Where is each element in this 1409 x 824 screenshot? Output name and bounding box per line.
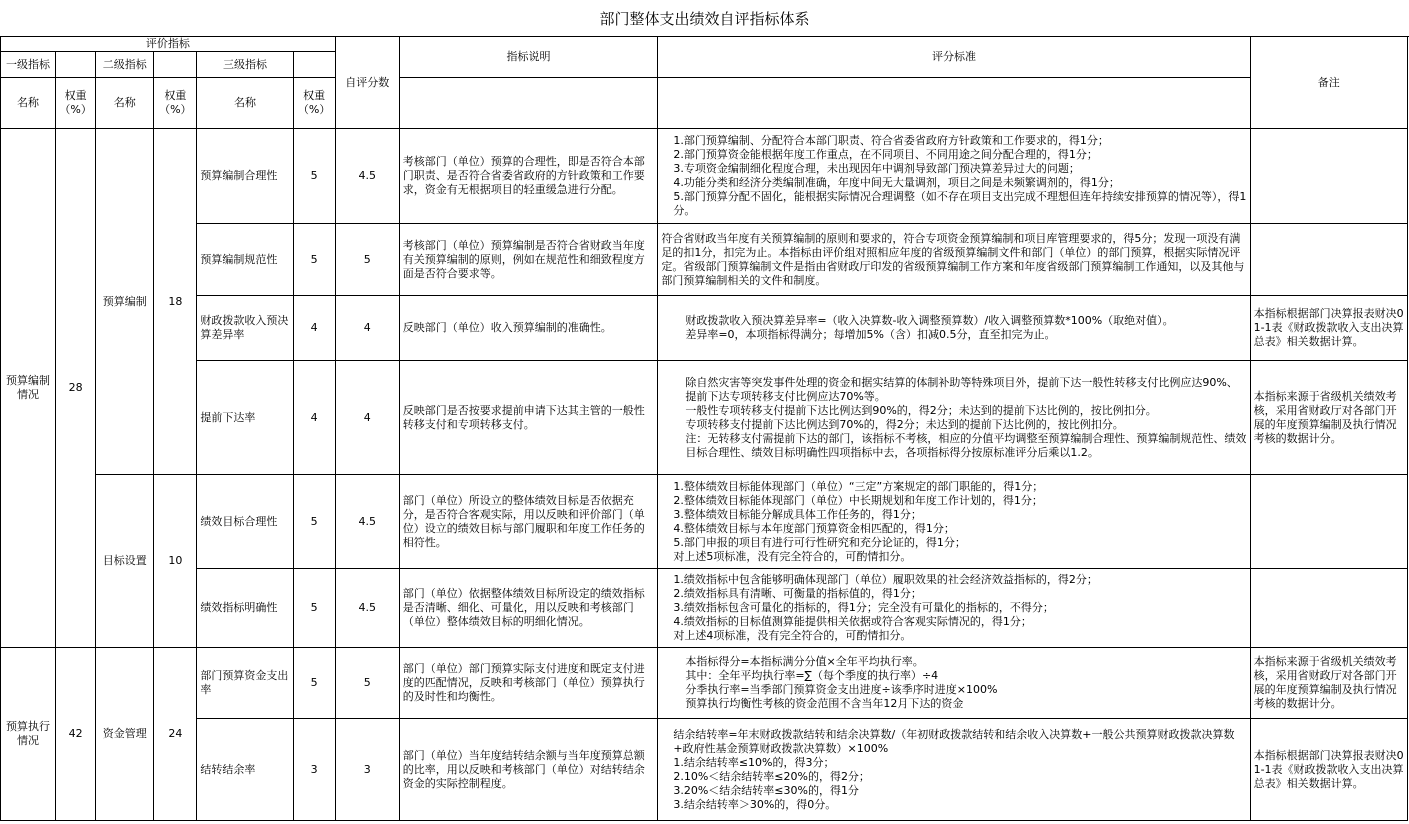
- indicator-weight: 5: [293, 475, 335, 569]
- name-header-3: 名称: [197, 78, 293, 129]
- indicator-name: 预算编制规范性: [197, 224, 293, 296]
- indicator-weight: 5: [293, 224, 335, 296]
- page-title: 部门整体支出绩效自评指标体系: [0, 0, 1409, 37]
- indicator-score: 4: [335, 296, 399, 361]
- indicator-table: [0, 36, 1408, 821]
- indicator-criteria: 本指标得分=本指标满分分值×全年平均执行率。 其中：全年平均执行率=∑（每个季度的执行率）÷4 分季执行率=当季部门预算资金支出进度÷该季序时进度×100% 预算执行均衡性考核的资金范围不含当年12月下达的资金: [658, 648, 1250, 719]
- indicator-name: 绩效指标明确性: [197, 569, 293, 648]
- weight-header-2: 权重（%）: [154, 78, 197, 129]
- indicator-score: 4: [335, 361, 399, 475]
- table-row: [1, 475, 1408, 569]
- eval-indicator-header: 评价指标: [1, 37, 336, 52]
- table-row: [1, 296, 1408, 361]
- indicator-score: 4.5: [335, 569, 399, 648]
- group-name: 预算执行情况: [1, 648, 56, 821]
- indicator-description: 部门（单位）部门预算实际支付进度和既定支付进度的匹配情况，反映和考核部门（单位）预算执行的及时性和均衡性。: [399, 648, 658, 719]
- table-row: [1, 129, 1408, 224]
- indicator-weight: 3: [293, 719, 335, 821]
- indicator-description: 反映部门是否按要求提前申请下达其主管的一般性转移支付和专项转移支付。: [399, 361, 658, 475]
- group-weight: 42: [56, 648, 96, 821]
- indicator-description: 考核部门（单位）预算的合理性，即是否符合本部门职责、是否符合省委省政府的方针政策和工作要求，资金有无根据项目的轻重缓急进行分配。: [399, 129, 658, 224]
- remark-header: 备注: [1250, 37, 1407, 129]
- name-header-1: 名称: [1, 78, 56, 129]
- indicator-remark: 本指标根据部门决算报表财决01-1表《财政拨款收入支出决算总表》相关数据计算。: [1250, 719, 1407, 821]
- group-weight: 28: [56, 129, 96, 648]
- indicator-criteria: 除自然灾害等突发事件处理的资金和据实结算的体制补助等特殊项目外，提前下达一般性转移支付比例应达90%、提前下达专项转移支付比例应达70%等。 一般性专项转移支付提前下达比例达到90%的，得2分；未达到的提前下达比例的，按比例扣分。 专项转移支付提前下达比例达到70%的，得2分；未达到的提前下达比例的，按比例扣分。 注：无转移支付需提前下达的部门，该指标不考核，相应的分值平均调整至预算编制合理性、预算编制规范性、绩效目标合理性、绩效目标明确性四项指标中去，各项指标得分按原标准评分后乘以1.2。: [658, 361, 1250, 475]
- indicator-name: 财政拨款收入预决算差异率: [197, 296, 293, 361]
- indicator-description: 考核部门（单位）预算编制是否符合省财政当年度有关预算编制的原则，例如在规范性和细致程度方面是否符合要求等。: [399, 224, 658, 296]
- indicator-score: 3: [335, 719, 399, 821]
- subgroup-name: 目标设置: [96, 475, 154, 648]
- level2-header: 二级指标: [96, 52, 154, 78]
- table-row: [1, 719, 1408, 821]
- indicator-remark: 本指标来源于省级机关绩效考核，采用省财政厅对各部门开展的年度预算编制及执行情况考核的数据计分。: [1250, 361, 1407, 475]
- level1-header: 一级指标: [1, 52, 56, 78]
- indicator-remark: [1250, 129, 1407, 224]
- subgroup-weight: 18: [154, 129, 197, 475]
- weight-header-3: 权重（%）: [293, 78, 335, 129]
- indicator-weight: 5: [293, 648, 335, 719]
- indicator-score: 5: [335, 648, 399, 719]
- subgroup-name: 预算编制: [96, 129, 154, 475]
- subgroup-weight: 10: [154, 475, 197, 648]
- group-name: 预算编制情况: [1, 129, 56, 648]
- self-score-header: 自评分数: [335, 37, 399, 129]
- indicator-score: 4.5: [335, 129, 399, 224]
- indicator-weight: 4: [293, 296, 335, 361]
- indicator-weight: 5: [293, 569, 335, 648]
- indicator-description: 部门（单位）依据整体绩效目标所设定的绩效指标是否清晰、细化、可量化，用以反映和考核部门（单位）整体绩效目标的明细化情况。: [399, 569, 658, 648]
- indicator-weight: 4: [293, 361, 335, 475]
- table-row: [1, 648, 1408, 719]
- indicator-description: 部门（单位）所设立的整体绩效目标是否依据充分，是否符合客观实际，用以反映和评价部门（单位）设立的绩效目标与部门履职和年度工作任务的相符性。: [399, 475, 658, 569]
- indicator-name: 提前下达率: [197, 361, 293, 475]
- indicator-remark: [1250, 224, 1407, 296]
- table-row: [1, 569, 1408, 648]
- indicator-remark: 本指标来源于省级机关绩效考核，采用省财政厅对各部门开展的年度预算编制及执行情况考核的数据计分。: [1250, 648, 1407, 719]
- name-header-2: 名称: [96, 78, 154, 129]
- indicator-score: 4.5: [335, 475, 399, 569]
- indicator-score: 5: [335, 224, 399, 296]
- indicator-name: 绩效目标合理性: [197, 475, 293, 569]
- indicator-criteria: 符合省财政当年度有关预算编制的原则和要求的，符合专项资金预算编制和项目库管理要求的，得5分；发现一项没有满足的扣1分，扣完为止。本指标由评价组对照相应年度的省级预算编制文件和部门（单位）的部门预算，根据实际情况评定。省级部门预算编制文件是指由省财政厅印发的省级预算编制工作方案和年度省级部门预算编制工作通知，以及其他与部门预算编制相关的文件和制度。: [658, 224, 1250, 296]
- indicator-remark: [1250, 475, 1407, 569]
- indicator-weight: 5: [293, 129, 335, 224]
- subgroup-weight: 24: [154, 648, 197, 821]
- indicator-remark: 本指标根据部门决算报表财决01-1表《财政拨款收入支出决算总表》相关数据计算。: [1250, 296, 1407, 361]
- indicator-name: 部门预算资金支出率: [197, 648, 293, 719]
- indicator-description: 部门（单位）当年度结转结余额与当年度预算总额的比率，用以反映和考核部门（单位）对结转结余资金的实际控制程度。: [399, 719, 658, 821]
- subgroup-name: 资金管理: [96, 648, 154, 821]
- level3-header: 三级指标: [197, 52, 293, 78]
- indicator-description: 反映部门（单位）收入预算编制的准确性。: [399, 296, 658, 361]
- criteria-header: 评分标准: [658, 37, 1250, 78]
- indicator-criteria: 1.绩效指标中包含能够明确体现部门（单位）履职效果的社会经济效益指标的，得2分； 2.绩效指标具有清晰、可衡量的指标值的，得1分； 3.绩效指标包含可量化的指标的，得1分；完全没有可量化的指标的，不得分； 4.绩效指标的目标值测算能提供相关依据或符合客观实际情况的，得1分； 对上述4项标准，没有完全符合的，可酌情扣分。: [658, 569, 1250, 648]
- table-row: [1, 224, 1408, 296]
- indicator-remark: [1250, 569, 1407, 648]
- table-row: [1, 361, 1408, 475]
- indicator-criteria: 1.部门预算编制、分配符合本部门职责、符合省委省政府方针政策和工作要求的，得1分； 2.部门预算资金能根据年度工作重点，在不同项目、不同用途之间分配合理的，得1分； 3.专项资金编制细化程度合理，未出现因年中调剂导致部门预决算差异过大的问题； 4.功能分类和经济分类编制准确，年度中间无大量调剂，项目之间是未频繁调剂的，得1分； 5.部门预算分配不固化，能根据实际情况合理调整（如不存在项目支出完成不理想但连年持续安排预算的情况等），得1分。: [658, 129, 1250, 224]
- description-header: 指标说明: [399, 37, 658, 78]
- indicator-criteria: 1.整体绩效目标能体现部门（单位）“三定”方案规定的部门职能的，得1分； 2.整体绩效目标能体现部门（单位）中长期规划和年度工作计划的，得1分； 3.整体绩效目标能分解成具体工作任务的，得1分； 4.整体绩效目标与本年度部门预算资金相匹配的，得1分； 5.部门申报的项目有进行可行性研究和充分论证的，得1分； 对上述5项标准，没有完全符合的，可酌情扣分。: [658, 475, 1250, 569]
- weight-header-1: 权重（%）: [56, 78, 96, 129]
- indicator-name: 预算编制合理性: [197, 129, 293, 224]
- indicator-criteria: 财政拨款收入预决算差异率=（收入决算数-收入调整预算数）/收入调整预算数*100%（取绝对值）。 差异率=0，本项指标得满分；每增加5%（含）扣减0.5分，直至扣完为止。: [658, 296, 1250, 361]
- indicator-criteria: 结余结转率=年末财政拨款结转和结余决算数/（年初财政拨款结转和结余收入决算数+一般公共预算财政拨款决算数+政府性基金预算财政拨款决算数）×100% 1.结余结转率≤10%的，得3分； 2.10%＜结余结转率≤20%的，得2分； 3.20%＜结余结转率≤30%的，得1分 3.结余结转率＞30%的，得0分。: [658, 719, 1250, 821]
- indicator-name: 结转结余率: [197, 719, 293, 821]
